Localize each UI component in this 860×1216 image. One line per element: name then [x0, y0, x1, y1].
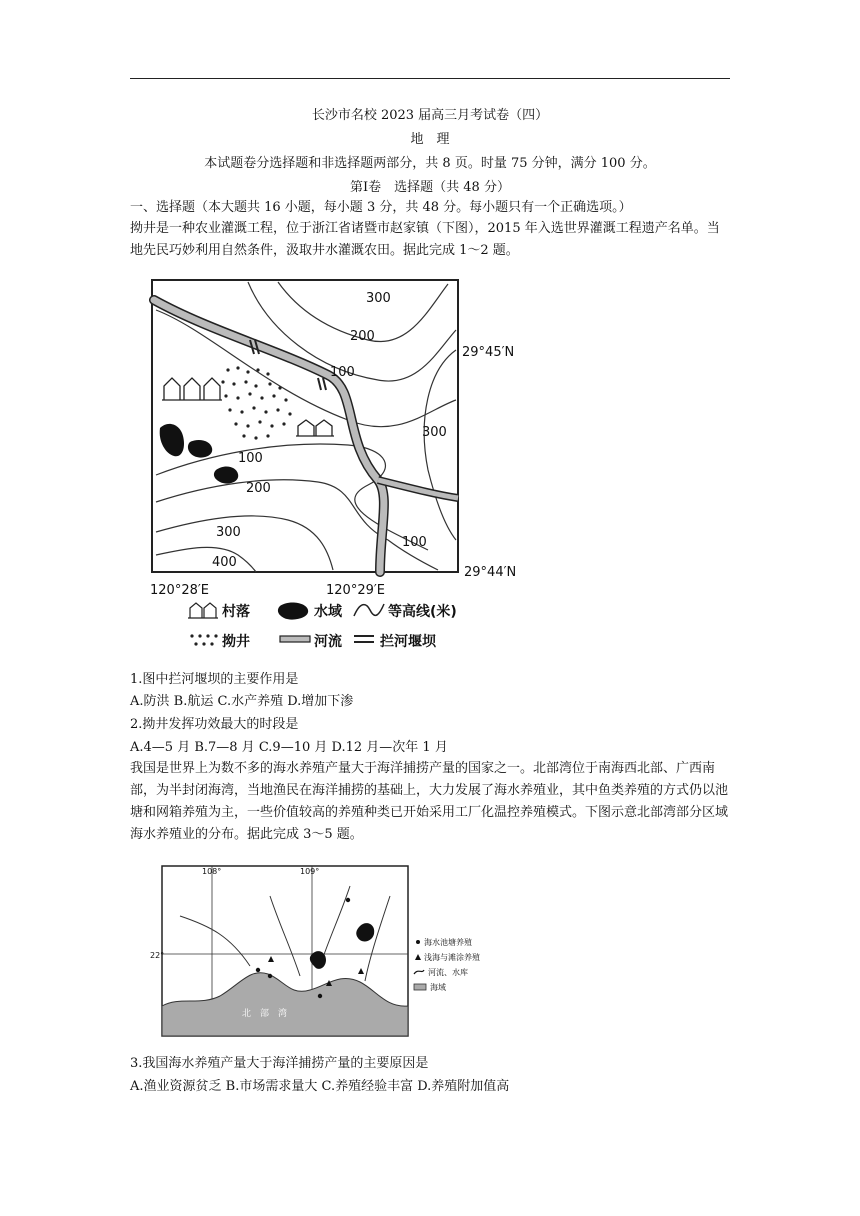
well-legend-icon: [190, 634, 217, 645]
river-legend-icon: [414, 970, 424, 974]
section-heading: 一、选择题（本大题共 16 小题，每小题 3 分，共 48 分。每小题只有一个正确选项。）: [130, 200, 632, 215]
passage-2: 我国是世界上为数不多的海水养殖产量大于海洋捕捞产量的国家之一。北部湾位于南海西北部、广西南部，为半封闭海湾，当地渔民在海洋捕捞的基础上，大力发展了海水养殖业，其中鱼类养殖的方式仍以池塘和网箱养殖为主，一些价值较高的养殖种类已开始采用工厂化温控养殖模式。下图示意北部湾部分区域海水养殖业的分布。据此完成 3～5 题。: [130, 761, 729, 842]
legend-label: 河流: [314, 634, 342, 650]
question-3-options: A.渔业资源贫乏 B.市场需求量大 C.养殖经验丰富 D.养殖附加值高: [130, 1079, 510, 1094]
exam-title: 长沙市名校 2023 届高三月考试卷（四）: [311, 108, 549, 123]
latitude-label: 29°45′N: [462, 345, 515, 360]
question-1-stem: 1.图中拦河堰坝的主要作用是: [130, 672, 299, 687]
contour-label: 200: [246, 481, 271, 496]
beibu-gulf-map: [150, 856, 506, 1044]
latitude-label: 29°44′N: [464, 565, 517, 580]
map2-legend: [414, 937, 480, 992]
contour-label: 200: [350, 329, 375, 344]
passage-1: 拗井是一种农业灌溉工程，位于浙江省诸暨市赵家镇（下图），2015 年入选世界灌溉工程遗产名单。当地先民巧妙利用自然条件，汲取井水灌溉农田。据此完成 1～2 题。: [130, 221, 720, 258]
legend-label: 浅海与滩涂养殖: [424, 953, 480, 962]
legend-label: 拦河堰坝: [380, 634, 436, 650]
legend-label: 海域: [430, 983, 446, 992]
contour-label: 100: [330, 365, 355, 380]
longitude-label: 120°29′E: [326, 583, 386, 598]
legend-label: 水域: [314, 604, 342, 620]
contour-label: 300: [422, 425, 447, 440]
longitude-label: 109°: [300, 867, 320, 876]
village-legend-icon: [188, 603, 218, 618]
legend-label: 等高线(米): [388, 604, 457, 620]
question-2-options: A.4—5 月 B.7—8 月 C.9—10 月 D.12 月—次年 1 月: [130, 740, 448, 755]
exam-intro: 本试题卷分选择题和非选择题两部分，共 8 页。时量 75 分钟，满分 100 分。: [204, 156, 656, 171]
river-legend-icon: [280, 636, 310, 642]
water-legend-icon: [278, 603, 308, 620]
contour-label: 300: [216, 525, 241, 540]
map-legend: [188, 603, 457, 650]
contour-label: 400: [212, 555, 237, 570]
question-1-options: A.防洪 B.航运 C.水产养殖 D.增加下渗: [130, 694, 354, 709]
pond-legend-icon: [416, 940, 420, 944]
legend-label: 河流、水库: [428, 968, 468, 977]
sea-legend-icon: [414, 984, 426, 990]
legend-label: 村落: [222, 604, 250, 620]
contour-label: 100: [238, 451, 263, 466]
subject-title: 地 理: [410, 132, 450, 147]
legend-label: 拗井: [222, 634, 250, 650]
part-title: 第Ⅰ卷 选择题（共 48 分）: [350, 180, 510, 195]
sea-label: 北 部 湾: [242, 1009, 288, 1019]
question-3-stem: 3.我国海水养殖产量大于海洋捕捞产量的主要原因是: [130, 1056, 429, 1071]
irrigation-map: [128, 270, 548, 656]
shallow-legend-icon: [415, 954, 421, 960]
contour-legend-icon: [354, 604, 384, 616]
longitude-label: 108°: [202, 867, 222, 876]
contour-label: 300: [366, 291, 391, 306]
question-2-stem: 2.拗井发挥功效最大的时段是: [130, 717, 299, 732]
latitude-label: 22°: [150, 951, 165, 960]
contour-label: 100: [402, 535, 427, 550]
legend-label: 海水池塘养殖: [424, 938, 472, 947]
longitude-label: 120°28′E: [150, 583, 210, 598]
top-rule: [130, 78, 730, 79]
